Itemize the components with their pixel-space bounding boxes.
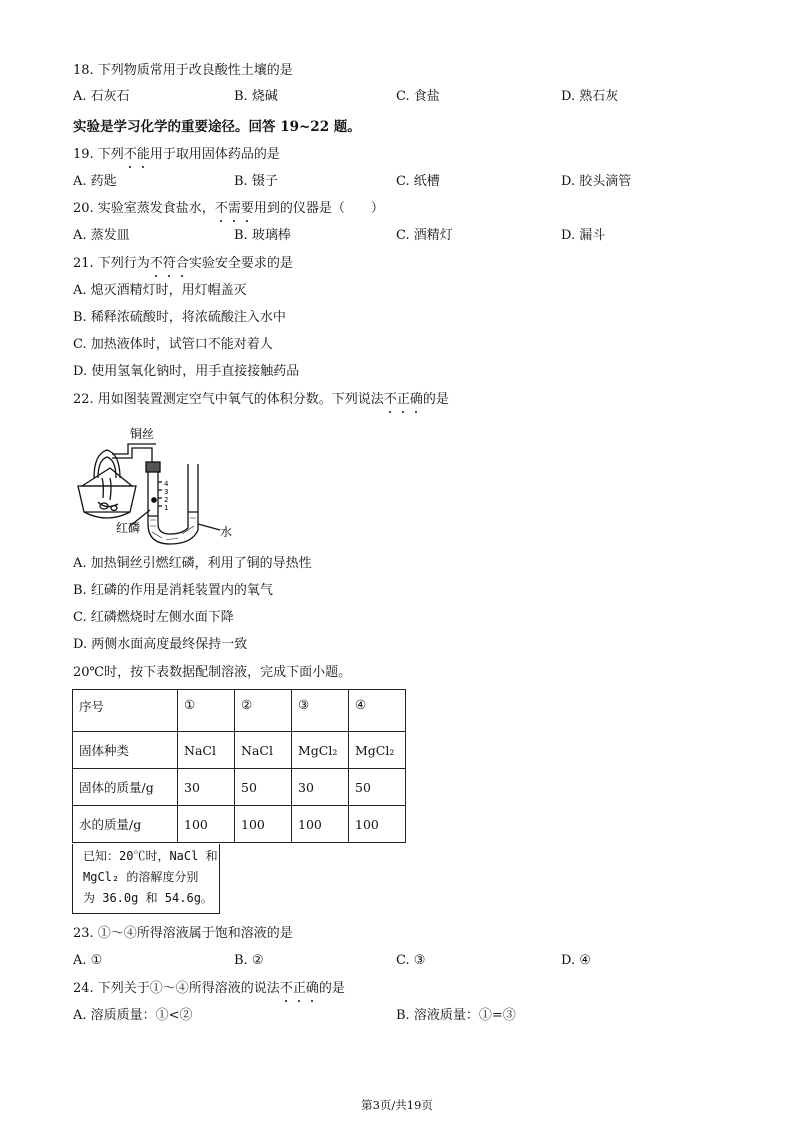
emphasis-char: 正 bbox=[396, 392, 410, 407]
q19-option-c: C. 纸槽 bbox=[396, 174, 440, 189]
table-cell: 50 bbox=[235, 769, 292, 806]
scale-2: 2 bbox=[164, 496, 169, 504]
q21-option-d: D. 使用氢氧化钠时，用手直接接触药品 bbox=[73, 364, 300, 379]
q20-stem bbox=[73, 200, 384, 218]
table-cell: 水的质量/g bbox=[73, 806, 178, 843]
table-cell: ② bbox=[235, 690, 292, 732]
q19-stem-emph bbox=[124, 147, 150, 162]
q21-option-a: A. 熄灭酒精灯时，用灯帽盖灭 bbox=[73, 283, 247, 298]
q19-stem bbox=[73, 146, 280, 164]
table-cell: 100 bbox=[292, 806, 349, 843]
table-cell: MgCl₂ bbox=[292, 732, 349, 769]
q18-option-b: B. 烧碱 bbox=[234, 89, 278, 104]
table-cell: MgCl₂ bbox=[349, 732, 406, 769]
emphasis-char: 不 bbox=[149, 256, 163, 271]
q18-option-d: D. 熟石灰 bbox=[561, 89, 619, 104]
q24-option-b: B. 溶液质量：①=③ bbox=[396, 1008, 516, 1023]
table-cell: 100 bbox=[235, 806, 292, 843]
q22-stem bbox=[73, 391, 449, 409]
q18-option-a: A. 石灰石 bbox=[73, 89, 130, 104]
table-row bbox=[73, 732, 406, 769]
q19-option-d: D. 胶头滴管 bbox=[561, 174, 632, 189]
q21-stem-emph bbox=[150, 256, 189, 271]
q22-stem-emph bbox=[384, 392, 423, 407]
emphasis-char: 要 bbox=[240, 201, 254, 216]
table-cell: ① bbox=[178, 690, 235, 732]
q21-option-b: B. 稀释浓硫酸时，将浓硫酸注入水中 bbox=[73, 310, 286, 325]
q23-option-d: D. ④ bbox=[561, 953, 591, 968]
q23-stem: 23. ①～④所得溶液属于饱和溶液的是 bbox=[73, 926, 293, 941]
q22-option-b: B. 红磷的作用是消耗装置内的氧气 bbox=[73, 583, 273, 598]
q24-stem bbox=[73, 980, 345, 998]
q23-option-a: A. ① bbox=[73, 953, 103, 968]
table-cell: ④ bbox=[349, 690, 406, 732]
q22-stem-post: 的是 bbox=[422, 392, 449, 407]
q24-option-a: A. 溶质质量：①<② bbox=[73, 1008, 193, 1023]
q22-option-c: C. 红磷燃烧时左侧水面下降 bbox=[73, 610, 234, 625]
page-number: 第3页/共19页 bbox=[361, 1098, 433, 1112]
q20-stem-post: 用到的仪器是（ ） bbox=[253, 201, 384, 216]
table-cell: 50 bbox=[349, 769, 406, 806]
table-row bbox=[73, 806, 406, 843]
oxygen-apparatus-diagram bbox=[70, 420, 250, 550]
q22-stem-pre: 22. 用如图装置测定空气中氧气的体积分数。下列说法 bbox=[73, 392, 384, 407]
q24-stem-pre: 24. 下列关于①～④所得溶液的说法 bbox=[73, 981, 280, 996]
q19-option-b: B. 镊子 bbox=[234, 174, 278, 189]
label-red-phosphorus: 红磷 bbox=[116, 521, 141, 535]
table-cell: 30 bbox=[292, 769, 349, 806]
emphasis-char: 不 bbox=[214, 201, 228, 216]
table-cell: ③ bbox=[292, 690, 349, 732]
q24-stem-post: 的是 bbox=[318, 981, 345, 996]
table-cell: 序号 bbox=[73, 690, 178, 732]
scale-4: 4 bbox=[164, 480, 169, 488]
label-water: 水 bbox=[220, 525, 233, 539]
table-row bbox=[73, 769, 406, 806]
emphasis-char: 正 bbox=[292, 981, 306, 996]
q23-option-c: C. ③ bbox=[396, 953, 426, 968]
scale-3: 3 bbox=[164, 488, 169, 496]
q19-stem-post: 用于取用固体药品的是 bbox=[149, 147, 280, 162]
label-copper-wire: 铜丝 bbox=[130, 427, 155, 441]
emphasis-char: 不 bbox=[383, 392, 397, 407]
emphasis-char: 确 bbox=[305, 981, 319, 996]
q20-option-c: C. 酒精灯 bbox=[396, 228, 453, 243]
q20-option-d: D. 漏斗 bbox=[561, 228, 606, 243]
section-heading: 实验是学习化学的重要途径。回答 19~22 题。 bbox=[73, 119, 361, 135]
q23-intro: 20℃时，按下表数据配制溶液，完成下面小题。 bbox=[73, 665, 352, 680]
q21-stem-post: 实验安全要求的是 bbox=[188, 256, 293, 271]
table-cell: 30 bbox=[178, 769, 235, 806]
q20-option-b: B. 玻璃棒 bbox=[234, 228, 291, 243]
table-cell: NaCl bbox=[235, 732, 292, 769]
q22-option-d: D. 两侧水面高度最终保持一致 bbox=[73, 637, 248, 652]
q21-option-c: C. 加热液体时，试管口不能对着人 bbox=[73, 337, 273, 352]
note-line: 已知：20℃时，NaCl 和 bbox=[83, 849, 218, 863]
q20-stem-emph bbox=[215, 201, 254, 216]
q19-option-a: A. 药匙 bbox=[73, 174, 117, 189]
emphasis-char: 不 bbox=[279, 981, 293, 996]
emphasis-char: 合 bbox=[175, 256, 189, 271]
q19-stem-pre: 19. 下列 bbox=[73, 147, 124, 162]
note-line: MgCl₂ 的溶解度分别 bbox=[83, 870, 199, 884]
solution-data-table bbox=[72, 689, 406, 843]
table-cell: 固体的质量/g bbox=[73, 769, 178, 806]
q18-option-c: C. 食盐 bbox=[396, 89, 440, 104]
table-cell: 固体种类 bbox=[73, 732, 178, 769]
q18-stem: 18. 下列物质常用于改良酸性土壤的是 bbox=[73, 63, 293, 78]
note-line: 为 36.0g 和 54.6g。 bbox=[83, 891, 213, 905]
table-cell: NaCl bbox=[178, 732, 235, 769]
emphasis-char: 确 bbox=[409, 392, 423, 407]
table-cell: 100 bbox=[349, 806, 406, 843]
q20-stem-pre: 20. 实验室蒸发食盐水， bbox=[73, 201, 215, 216]
q21-stem bbox=[73, 255, 293, 273]
q20-option-a: A. 蒸发皿 bbox=[73, 228, 130, 243]
q23-option-b: B. ② bbox=[234, 953, 264, 968]
table-cell: 100 bbox=[178, 806, 235, 843]
solubility-note bbox=[72, 844, 220, 914]
q24-stem-emph bbox=[280, 981, 319, 996]
emphasis-char: 需 bbox=[227, 201, 241, 216]
emphasis-char: 不 bbox=[123, 147, 137, 162]
q22-option-a: A. 加热铜丝引燃红磷，利用了铜的导热性 bbox=[73, 556, 312, 571]
table-row bbox=[73, 690, 406, 732]
scale-1: 1 bbox=[164, 504, 169, 512]
emphasis-char: 能 bbox=[136, 147, 150, 162]
q21-stem-pre: 21. 下列行为 bbox=[73, 256, 150, 271]
emphasis-char: 符 bbox=[162, 256, 176, 271]
